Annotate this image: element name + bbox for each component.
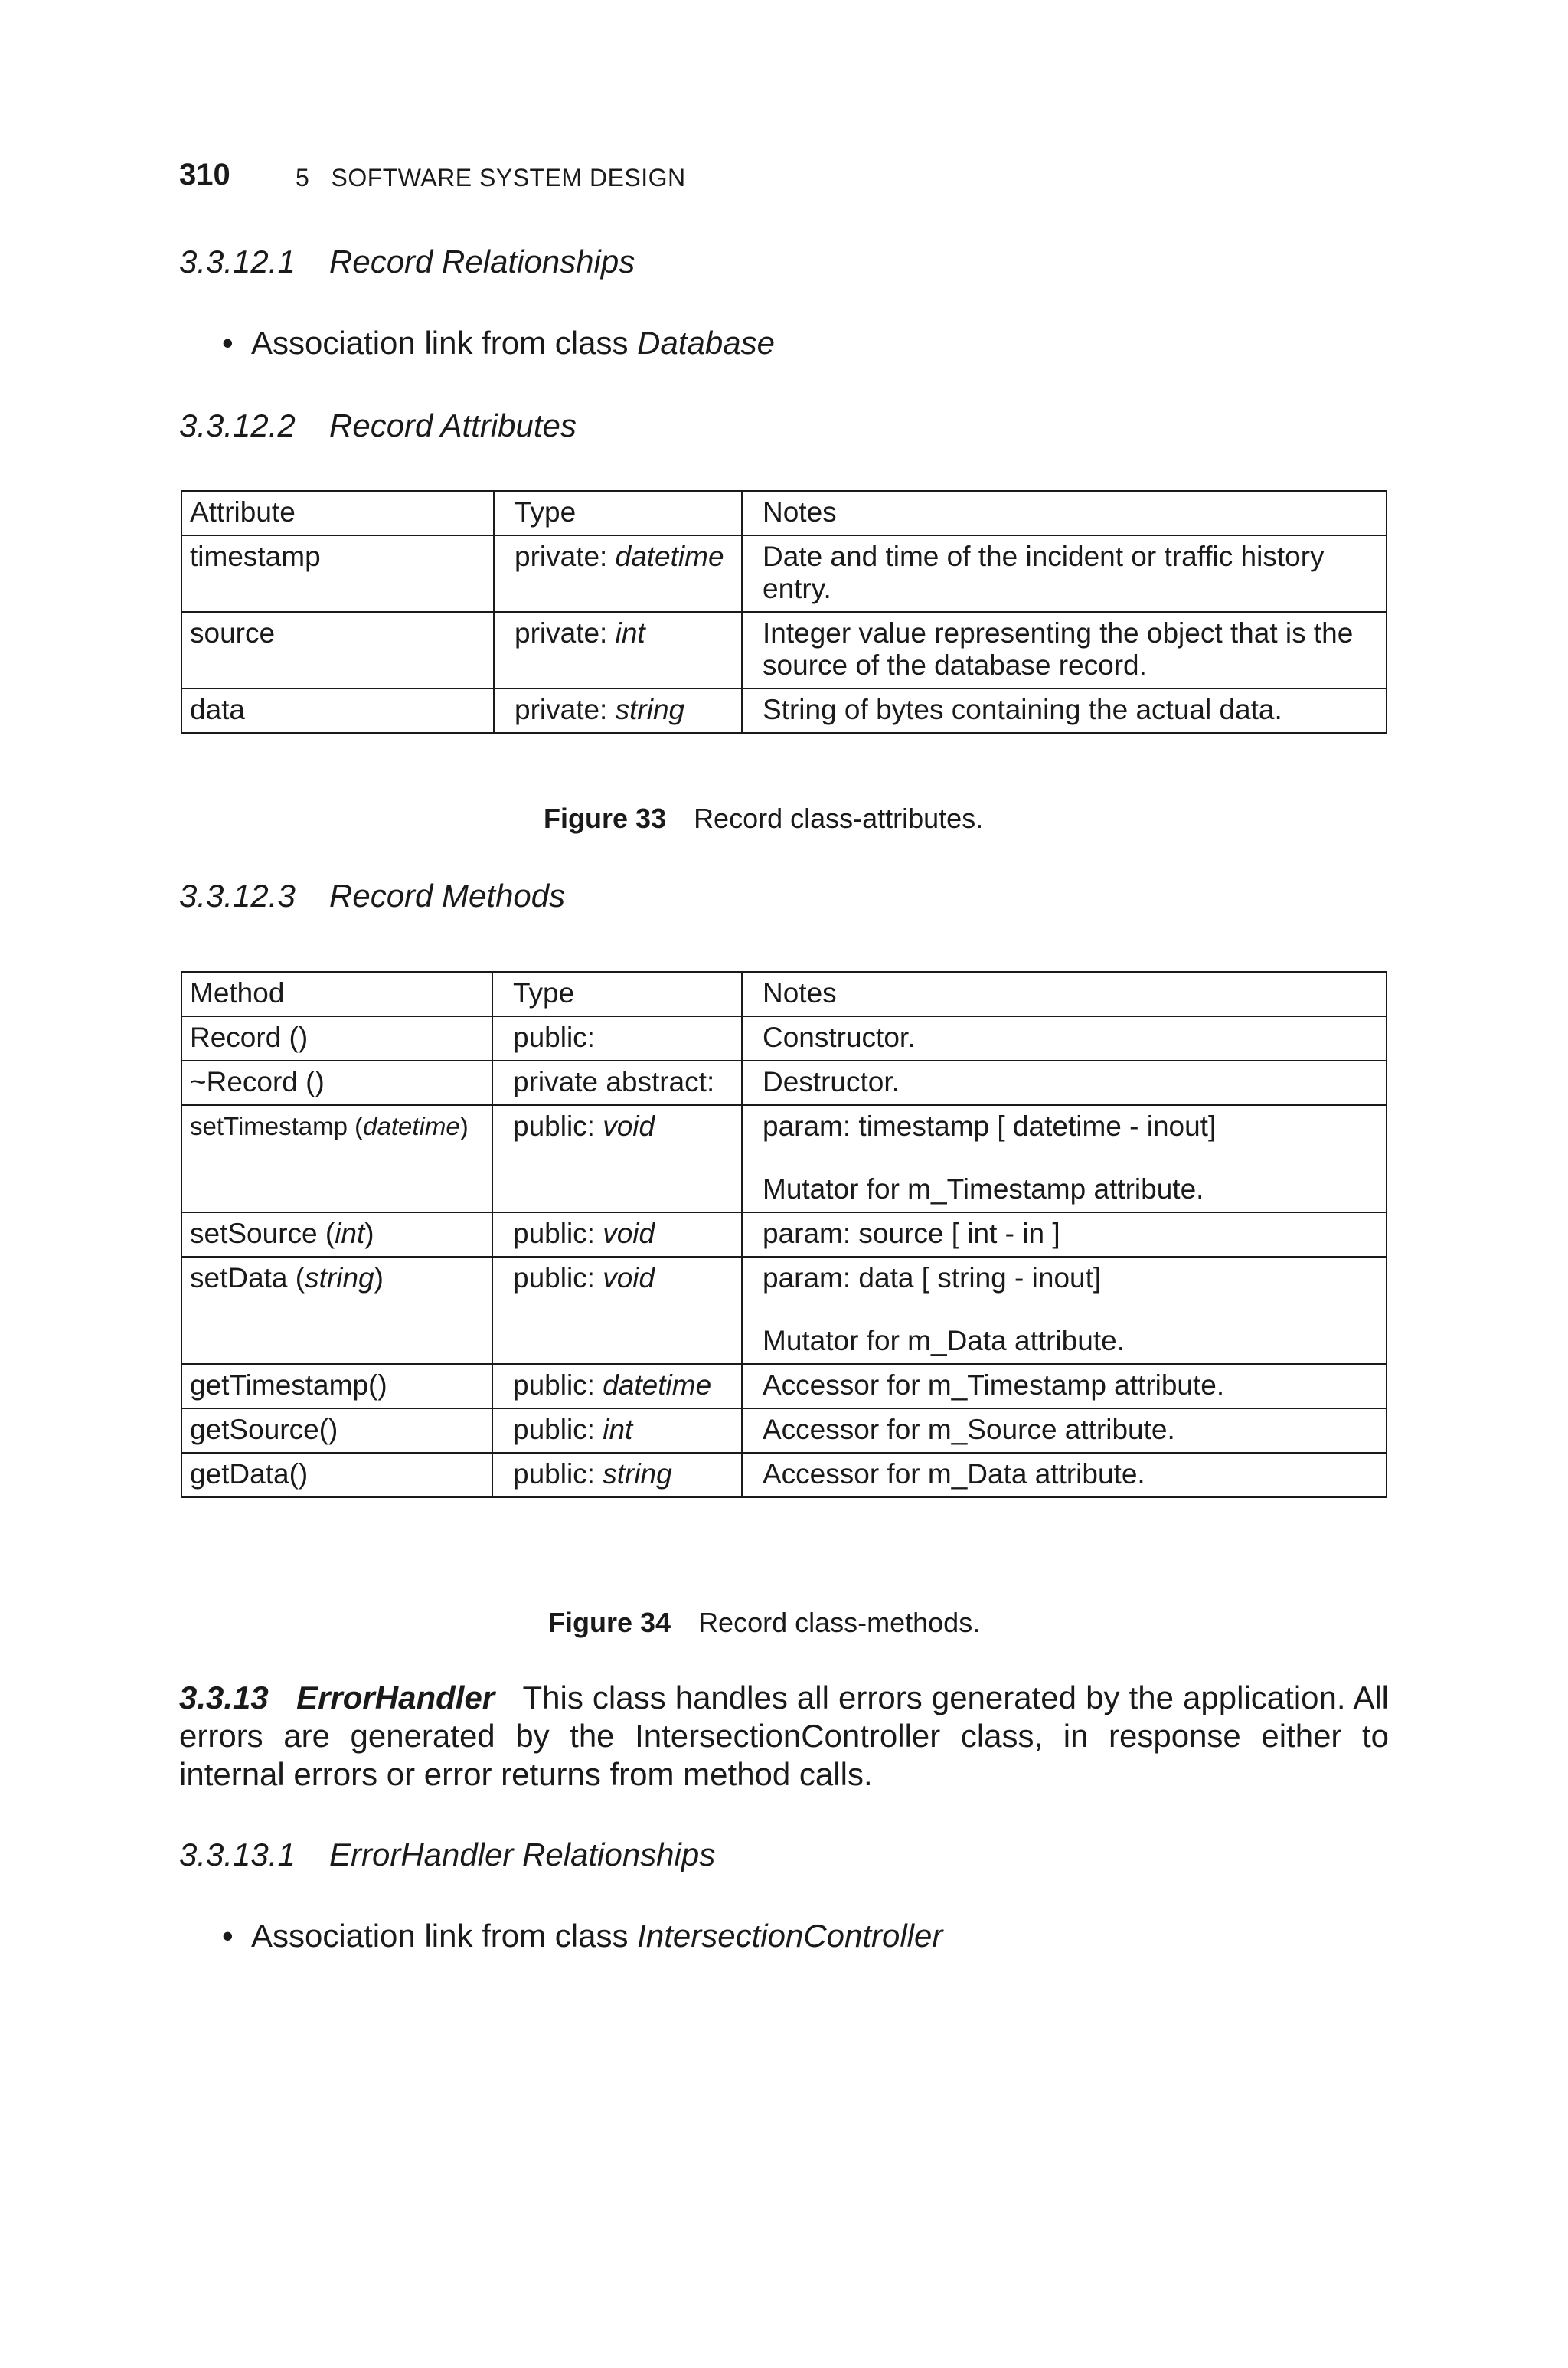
table-cell: Accessor for m_Data attribute. bbox=[742, 1453, 1387, 1497]
chapter-header: 5 SOFTWARE SYSTEM DESIGN bbox=[296, 164, 686, 191]
table-header: Notes bbox=[742, 491, 1387, 535]
table-row bbox=[181, 1061, 1387, 1105]
table-cell: data bbox=[181, 688, 494, 733]
table-header: Type bbox=[494, 491, 742, 535]
figure-text: Record class-methods. bbox=[698, 1607, 981, 1638]
section-number: 3.3.12.3 bbox=[179, 878, 296, 914]
table-row bbox=[181, 535, 1387, 612]
table-cell: public: int bbox=[492, 1408, 742, 1453]
table-row bbox=[181, 688, 1387, 733]
figure-caption-33 bbox=[544, 803, 983, 835]
paragraph-error-handler bbox=[179, 1679, 1389, 1794]
section-lead: 3.3.13 ErrorHandler bbox=[179, 1680, 495, 1715]
table-cell: private: datetime bbox=[494, 535, 742, 612]
table-row bbox=[181, 612, 1387, 688]
list-item: • Association link from class Database bbox=[222, 325, 775, 361]
table-cell: source bbox=[181, 612, 494, 688]
section-heading-3-3-12-2 bbox=[179, 407, 577, 444]
table-row bbox=[181, 1453, 1387, 1497]
page-number: 310 bbox=[179, 158, 230, 191]
table-cell: Date and time of the incident or traffic history entry. bbox=[742, 535, 1387, 612]
table-row bbox=[181, 1212, 1387, 1257]
table-cell: private abstract: bbox=[492, 1061, 742, 1105]
table-cell: getSource() bbox=[181, 1408, 492, 1453]
table-cell: private: string bbox=[494, 688, 742, 733]
table-row bbox=[181, 1364, 1387, 1408]
table-cell: public: void bbox=[492, 1257, 742, 1364]
table-cell: public: void bbox=[492, 1105, 742, 1212]
section-title: Record Relationships bbox=[329, 244, 635, 280]
table-cell: setData (string) bbox=[181, 1257, 492, 1364]
attributes-table bbox=[181, 490, 1387, 734]
section-number: 3.3.12.1 bbox=[179, 244, 296, 280]
table-cell: Constructor. bbox=[742, 1016, 1387, 1061]
table-row bbox=[181, 1105, 1387, 1212]
table-header: Type bbox=[492, 972, 742, 1016]
bullet-icon: • bbox=[222, 1918, 234, 1954]
section-number: 3.3.12.2 bbox=[179, 407, 296, 443]
table-cell: ~Record () bbox=[181, 1061, 492, 1105]
table-cell: getData() bbox=[181, 1453, 492, 1497]
section-heading-3-3-12-3 bbox=[179, 878, 565, 914]
section-title: Record Methods bbox=[329, 878, 566, 914]
table-cell: Record () bbox=[181, 1016, 492, 1061]
table-cell: timestamp bbox=[181, 535, 494, 612]
figure-caption-34 bbox=[548, 1607, 980, 1639]
table-cell: private: int bbox=[494, 612, 742, 688]
table-header: Method bbox=[181, 972, 492, 1016]
table-cell: public: bbox=[492, 1016, 742, 1061]
table-cell: getTimestamp() bbox=[181, 1364, 492, 1408]
table-cell: Destructor. bbox=[742, 1061, 1387, 1105]
bullet-icon: • bbox=[222, 325, 234, 361]
figure-text: Record class-attributes. bbox=[694, 803, 984, 834]
table-header: Attribute bbox=[181, 491, 494, 535]
table-row bbox=[181, 1257, 1387, 1364]
section-title: Record Attributes bbox=[329, 407, 577, 443]
section-title: ErrorHandler Relationships bbox=[329, 1837, 716, 1872]
table-cell: Integer value representing the object that is the source of the database record. bbox=[742, 612, 1387, 688]
methods-table bbox=[181, 971, 1387, 1498]
table-cell: param: data [ string - inout] Mutator for m_Data attribute. bbox=[742, 1257, 1387, 1364]
section-number: 3.3.13.1 bbox=[179, 1837, 296, 1872]
table-cell: public: void bbox=[492, 1212, 742, 1257]
section-heading-3-3-13-1 bbox=[179, 1837, 715, 1873]
section-heading-3-3-12-1 bbox=[179, 244, 635, 280]
table-cell: public: datetime bbox=[492, 1364, 742, 1408]
table-header: Notes bbox=[742, 972, 1387, 1016]
table-row bbox=[181, 1408, 1387, 1453]
table-row bbox=[181, 1016, 1387, 1061]
table-cell: setSource (int) bbox=[181, 1212, 492, 1257]
paragraph-text: This class handles all errors generated by the application. All errors are generated by the IntersectionController class, in response either to internal errors or error returns from method calls. bbox=[179, 1680, 1389, 1792]
table-cell: Accessor for m_Source attribute. bbox=[742, 1408, 1387, 1453]
table-cell: public: string bbox=[492, 1453, 742, 1497]
table-cell: String of bytes containing the actual data. bbox=[742, 688, 1387, 733]
table-header-row bbox=[181, 491, 1387, 535]
figure-label: Figure 34 bbox=[548, 1607, 671, 1638]
table-cell: param: source [ int - in ] bbox=[742, 1212, 1387, 1257]
list-item: • Association link from class IntersectionController bbox=[222, 1918, 943, 1954]
table-cell: param: timestamp [ datetime - inout] Mutator for m_Timestamp attribute. bbox=[742, 1105, 1387, 1212]
table-cell: setTimestamp (datetime) bbox=[181, 1105, 492, 1212]
figure-label: Figure 33 bbox=[544, 803, 667, 834]
table-header-row bbox=[181, 972, 1387, 1016]
table-cell: Accessor for m_Timestamp attribute. bbox=[742, 1364, 1387, 1408]
